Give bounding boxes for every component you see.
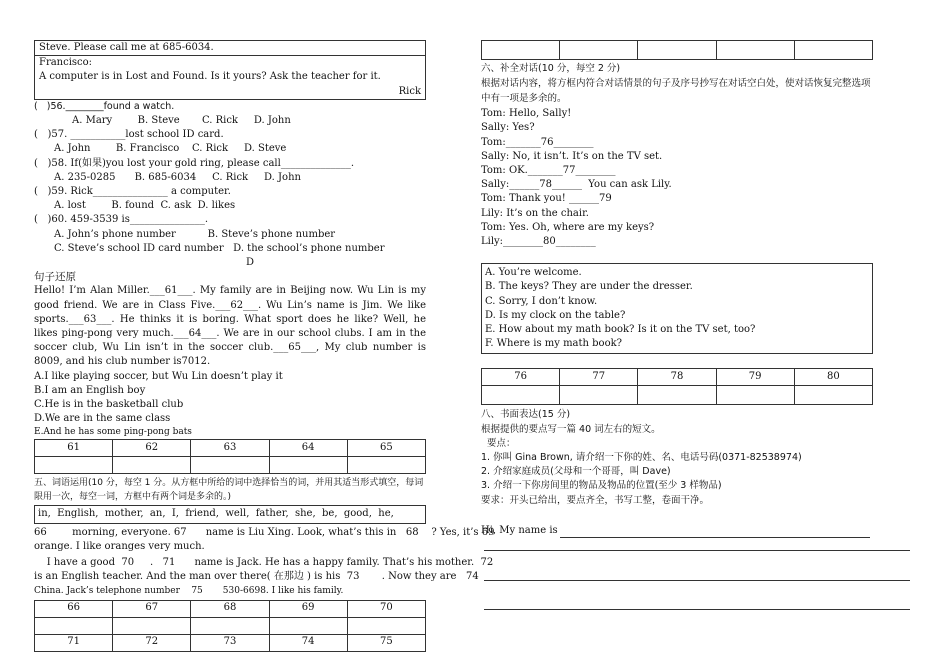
table-cell: 70 (347, 600, 425, 617)
dialog-line: Sally: Yes? (481, 122, 535, 134)
option-f: F. Where is my math book? (485, 338, 623, 350)
answer-cell[interactable] (482, 41, 560, 60)
answer-cell[interactable] (113, 457, 191, 474)
table-cell: 69 (269, 600, 347, 617)
answer-cell[interactable] (191, 457, 269, 474)
dialog-line: Tom: Hello, Sally! (481, 108, 572, 120)
dialog-line: Lily: It’s on the chair. (481, 207, 589, 219)
choice-d: D.We are in the same class (34, 413, 171, 425)
choice-b: B.I am an English boy (34, 384, 146, 396)
cloze-line-3: I have a good 70 . 71 name is Jack. He has a happy family. That’s his mother. 72 (34, 557, 494, 569)
notice-line-1: Steve. Please call me at 685-6034. (35, 41, 425, 56)
answer-cell[interactable] (794, 386, 872, 405)
dialog-options-box (481, 263, 873, 354)
table-cell: 71 (35, 634, 113, 651)
choice-e: E.And he has some ping-pong bats (34, 427, 192, 438)
writing-instruction: 根据提供的要点写一篇 40 词左右的短文。 (481, 423, 661, 435)
writing-line[interactable] (484, 608, 910, 610)
dialog-line: Tom:_______76________ (481, 136, 594, 148)
table-cell: 65 (347, 440, 425, 457)
mc-question-59: ( )59. Rick_______________ a computer. A. lost B. found C. ask D. likes (34, 186, 236, 212)
table-cell: 78 (638, 369, 716, 386)
table-cell: 72 (113, 634, 191, 651)
answer-cell[interactable] (560, 41, 638, 60)
table-cell: 77 (560, 369, 638, 386)
answer-cell[interactable] (560, 386, 638, 405)
table-cell: 67 (113, 600, 191, 617)
notice-line-2: Francisco: (39, 57, 93, 69)
writing-point-1: 1. 你叫 Gina Brown, 请介绍一下你的姓、名、电话号码(0371-82538974) (481, 452, 802, 464)
answer-cell[interactable] (347, 457, 425, 474)
dialog-line: Tom: Thank you! ______79 (481, 193, 612, 205)
answer-cell[interactable] (794, 41, 872, 60)
answer-table-76-80 (481, 368, 873, 405)
table-cell: 63 (191, 440, 269, 457)
answer-cell[interactable] (35, 457, 113, 474)
answer-cell[interactable] (716, 41, 794, 60)
dialog-line: Tom: OK._______77________ (481, 165, 616, 177)
writing-point-3: 3. 介绍一下你房间里的物品及物品的位置(至少 3 样物品) (481, 480, 722, 492)
writing-start-line (481, 524, 873, 538)
answer-cell[interactable] (716, 386, 794, 405)
cloze-line-1: 66 morning, everyone. 67 name is Liu Xing. Look, what’s this in 68 ? Yes, it’s 69 (34, 526, 495, 538)
left-column (34, 40, 495, 652)
writing-line[interactable] (560, 526, 870, 538)
option-c: C. Sorry, I don’t know. (485, 295, 598, 307)
answer-table-top-right (481, 40, 873, 60)
writing-point-2: 2. 介绍家庭成员(父母和一个哥哥，叫 Dave) (481, 466, 671, 478)
table-cell: 76 (482, 369, 560, 386)
table-cell: 68 (191, 600, 269, 617)
dialog-line: Tom: Yes. Oh, where are my keys? (481, 221, 655, 233)
table-cell: 61 (35, 440, 113, 457)
notice-box (34, 40, 426, 100)
writing-start-text: Hi, My name is (481, 524, 558, 536)
writing-requirements: 要求：开头已给出，要点齐全，书写工整，卷面干净。 (481, 494, 710, 506)
dialog-heading: 六、补全对话(10 分，每空 2 分) (481, 63, 621, 74)
cloze-line-5: China. Jack’s telephone number 75 530-6698. I like his family. (34, 585, 344, 596)
answer-cell[interactable] (191, 617, 269, 634)
answer-cell[interactable] (638, 41, 716, 60)
choice-a: A.I like playing soccer, but Wu Lin doesn’t play it (34, 370, 283, 382)
option-e: E. How about my math book? Is it on the TV set, too? (485, 324, 756, 336)
dialog (481, 107, 873, 249)
right-column (481, 40, 873, 538)
option-a: A. You’re welcome. (485, 267, 582, 279)
dialog-line: Sally: No, it isn’t. It’s on the TV set. (481, 150, 663, 162)
sentence-passage: Hello! I’m Alan Miller.___61___. My family are in Beijing now. Wu Lin is my good friend. We are in Class Five.___62___. Wu Lin’s name is Jim. We like sports.___63___. He thinks it is boring. What sport does he like? Well, he likes ping-pong very much.___64___. We are in our school clubs. I am in the soccer club, Wu Lin isn’t in the soccer club.___65___, My club number is 8009, and his club number is7012. (34, 285, 426, 368)
writing-line[interactable] (484, 579, 910, 581)
notice-line-3: A computer is in Lost and Found. Is it yours? Ask the teacher for it. (39, 71, 381, 83)
choice-c: C.He is in the basketball club (34, 399, 184, 411)
table-cell: 73 (191, 634, 269, 651)
answer-cell[interactable] (482, 386, 560, 405)
option-d: D. Is my clock on the table? (485, 309, 626, 321)
answer-cell[interactable] (35, 617, 113, 634)
points-label: 要点： (487, 437, 516, 449)
answer-cell[interactable] (269, 457, 347, 474)
word-box: in, English, mother, an, I, friend, well, father, she, be, good, he, (34, 505, 426, 523)
notice-signer: Rick (398, 85, 421, 97)
answer-table-61-65 (34, 439, 426, 474)
cloze-line-2: orange. I like oranges very much. (34, 540, 205, 552)
writing-heading: 八、书面表达(15 分) (481, 409, 571, 421)
word-heading: 五、词语运用(10 分，每空 1 分。从方框中所给的词中选择恰当的词，并用其适当形式填空，每词限用一次，每空一词，方框中有两个词是多余的。) (34, 478, 424, 502)
answer-cell[interactable] (347, 617, 425, 634)
table-cell: 79 (716, 369, 794, 386)
table-cell: 75 (347, 634, 425, 651)
mc-question-57: ( )57. ___________lost school ID card. A. John B. Francisco C. Rick D. Steve (34, 129, 287, 155)
answer-table-66-75 (34, 600, 426, 652)
answer-cell[interactable] (638, 386, 716, 405)
sentence-heading: 句子还原 (34, 271, 76, 284)
mc-question-58: ( )58. If(如果)you lost your gold ring, please call______________. A. 235-0285 B. 685-6034 C. Rick D. John (34, 157, 355, 183)
answer-mark: D (245, 257, 255, 269)
answer-cell[interactable] (269, 617, 347, 634)
table-cell: 66 (35, 600, 113, 617)
table-cell: 80 (794, 369, 872, 386)
table-cell: 62 (113, 440, 191, 457)
dialog-instruction: 根据对话内容，将方框内符合对话情景的句子及序号抄写在对话空白处，使对话恢复完整选项中有一项是多余的。 (481, 78, 871, 105)
mc-question-56: ( )56.________found a watch. A. Mary B. Steve C. Rick D. John (34, 100, 291, 127)
answer-cell[interactable] (113, 617, 191, 634)
table-cell: 64 (269, 440, 347, 457)
dialog-line: Lily:________80________ (481, 236, 596, 248)
option-b: B. The keys? They are under the dresser. (485, 281, 693, 293)
cloze-line-4: is an English teacher. And the man over there( 在那边 ) is his 73 . Now they are 74 (34, 571, 479, 583)
writing-line[interactable] (484, 549, 910, 551)
mc-question-60: ( )60. 459-3539 is_______________. A. John’s phone number B. Steve’s phone number C. Steve’s school ID card number D. the school’s phone number (34, 214, 385, 254)
dialog-line: Sally:______78______ You can ask Lily. (481, 179, 672, 191)
table-cell: 74 (269, 634, 347, 651)
